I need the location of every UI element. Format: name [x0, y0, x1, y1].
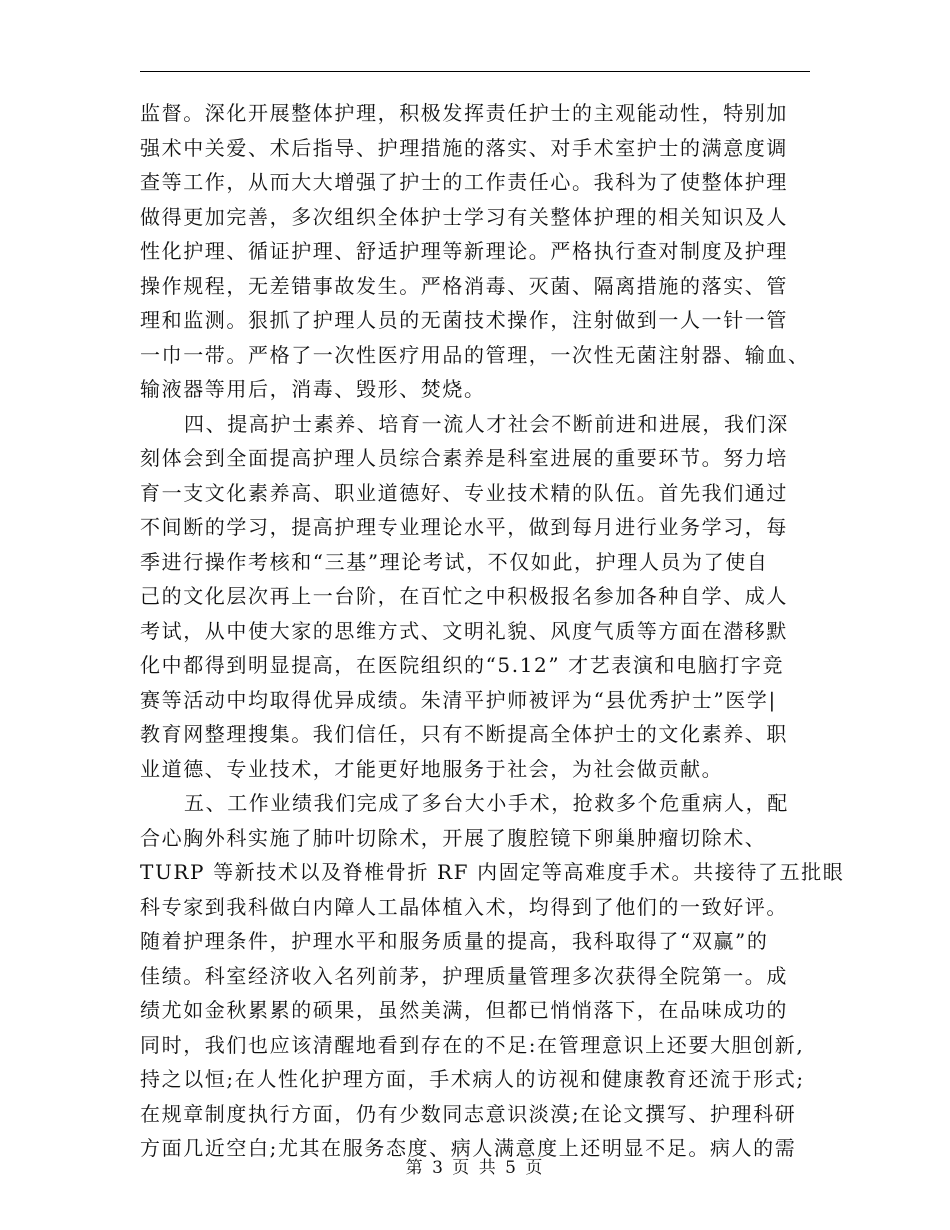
text-line: 赛等活动中均取得优异成绩。朱清平护师被评为“县优秀护士”医学|	[140, 687, 777, 712]
page-footer: 第 3 页 共 5 页	[405, 1158, 545, 1178]
paragraph-start-line: 四、提高护士素养、培育一流人才社会不断前进和进展，我们深	[184, 411, 789, 436]
text-line: 季进行操作考核和“三基”理论考试，不仅如此，护理人员为了使自	[140, 549, 769, 574]
text-line: 监督。深化开展整体护理，积极发挥责任护士的主观能动性，特别加	[140, 101, 788, 125]
text-line: 业道德、专业技术，才能更好地服务于社会，为社会做贡献。	[140, 756, 724, 781]
text-line: 强术中关爱、术后指导、护理措施的落实、对手术室护士的满意度调	[140, 135, 788, 160]
text-line: 科专家到我科做白内障人工晶体植入术，均得到了他们的一致好评。	[140, 894, 788, 919]
document-body	[140, 96, 845, 1166]
text-line: 育一支文化素养高、职业道德好、专业技术精的队伍。首先我们通过	[140, 480, 788, 505]
text-line: 己的文化层次再上一台阶，在百忙之中积极报名参加各种自学、成人	[140, 584, 788, 608]
text-line: 不间断的学习，提高护理专业理论水平，做到每月进行业务学习，每	[140, 515, 788, 539]
text-line: 合心胸外科实施了肺叶切除术，开展了腹腔镜下卵巢肿瘤切除术、	[140, 825, 767, 850]
header-rule	[140, 71, 810, 72]
text-line: 性化护理、循证护理、舒适护理等新理论。严格执行查对制度及护理	[140, 239, 788, 263]
text-line: 化中都得到明显提高，在医院组织的“5.12” 才艺表演和电脑打字竞	[140, 653, 785, 677]
text-line: 做得更加完善，多次组织全体护士学习有关整体护理的相关知识及人	[140, 204, 788, 229]
text-line: 刻体会到全面提高护理人员综合素养是科室进展的重要环节。努力培	[140, 446, 788, 470]
paragraph-start-line: 五、工作业绩我们完成了多台大小手术，抢救多个危重病人，配	[184, 791, 789, 815]
text-line: 操作规程，无差错事故发生。严格消毒、灭菌、隔离措施的落实、管	[140, 273, 788, 298]
text-line: 绩尤如金秋累累的硕果，虽然美满，但都已悄悄落下，在品味成功的	[140, 998, 788, 1022]
text-line: 同时，我们也应该清醒地看到存在的不足:在管理意识上还要大胆创新,	[140, 1032, 805, 1057]
text-line: 教育网整理搜集。我们信任，只有不断提高全体护士的文化素养、职	[140, 722, 788, 746]
text-line: 考试，从中使大家的思维方式、文明礼貌、风度气质等方面在潜移默	[140, 618, 788, 643]
text-line: 理和监测。狠抓了护理人员的无菌技术操作，注射做到一人一针一管	[140, 308, 788, 332]
text-line: TURP 等新技术以及脊椎骨折 RF 内固定等高难度手术。共接待了五批眼	[140, 860, 845, 884]
text-line: 佳绩。科室经济收入名列前茅，护理质量管理多次获得全院第一。成	[140, 963, 788, 988]
text-line: 在规章制度执行方面，仍有少数同志意识淡漠;在论文撰写、护理科研	[140, 1101, 797, 1126]
text-line: 随着护理条件，护理水平和服务质量的提高，我科取得了“双赢”的	[140, 929, 769, 953]
text-line: 持之以恒;在人性化护理方面，手术病人的访视和健康教育还流于形式;	[140, 1067, 805, 1091]
text-line: 查等工作，从而大大增强了护士的工作责任心。我科为了使整体护理	[140, 170, 788, 194]
text-line: 方面几近空白;尤其在服务态度、病人满意度上还明显不足。病人的需	[140, 1136, 797, 1160]
text-line: 输液器等用后，消毒、毁形、焚烧。	[140, 377, 486, 401]
text-line: 一巾一带。严格了一次性医疗用品的管理，一次性无菌注射器、输血、	[140, 342, 810, 367]
